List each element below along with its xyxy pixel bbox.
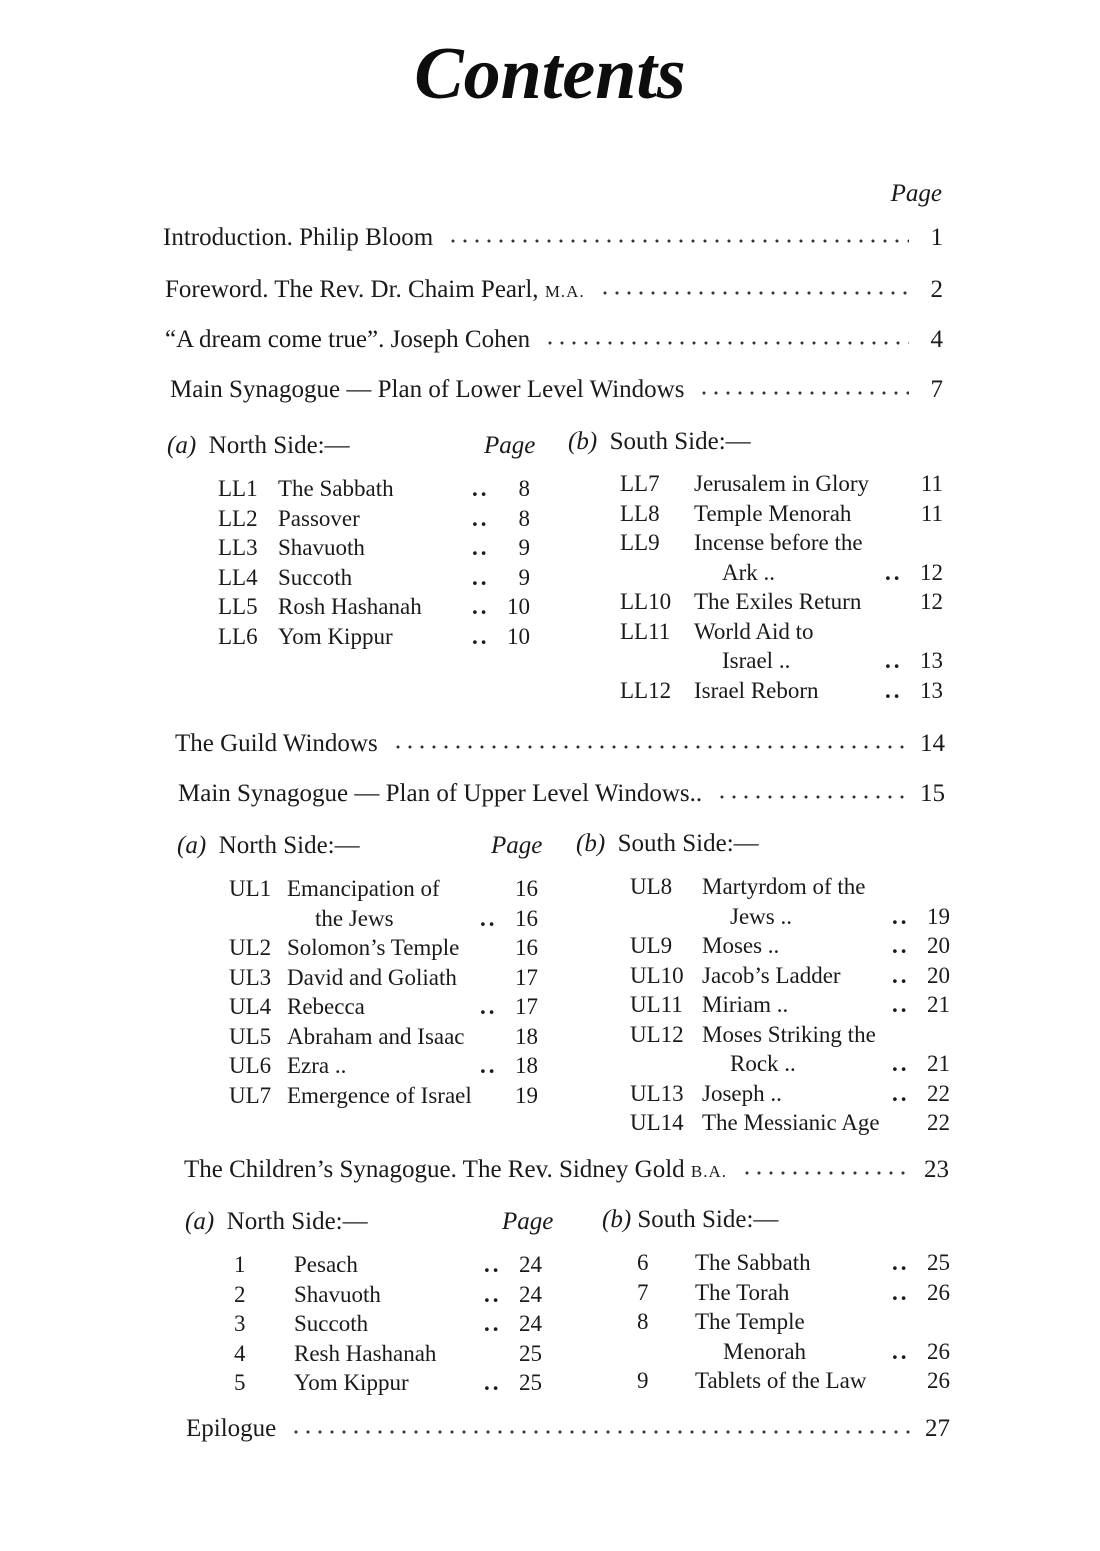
upper-south-list [630,872,950,1138]
window-code: UL6 [229,1053,272,1078]
list-item[interactable] [229,1081,538,1111]
entry-page-number [913,617,943,647]
window-title: Pesach [294,1252,358,1277]
list-item[interactable] [630,1049,950,1079]
list-item[interactable] [218,504,530,534]
entry-page-number: 26 [927,1279,950,1305]
dot-leader: .. [892,933,910,958]
window-title: The Torah [695,1279,790,1305]
dot-leader: .. [472,594,490,619]
list-item[interactable] [630,1079,950,1109]
window-title: Joseph .. [702,1080,782,1106]
entry-page-number: 16 [515,905,538,931]
toc-entry-childrens-synagogue[interactable] [184,1156,949,1190]
lower-south-list [620,469,943,705]
dot-leader: .. [484,1311,502,1336]
entry-page-number [920,1020,950,1050]
list-item[interactable] [630,990,950,1020]
window-code: UL11 [630,992,683,1017]
window-code: 9 [637,1368,649,1393]
list-item[interactable] [637,1337,950,1367]
window-code: LL8 [620,500,660,526]
window-code: UL5 [229,1023,272,1049]
entry-page-number: 1 [930,224,943,251]
dot-leader: .. [892,903,910,929]
dot-leader: .. [472,505,490,531]
entry-page-number: 19 [927,903,950,929]
list-item[interactable] [620,558,943,588]
dot-leader [885,528,913,558]
dot-leader: .. [484,1281,502,1307]
window-title: The Sabbath [278,476,394,501]
dot-leader: .. [892,1051,910,1076]
dot-leader: .. [480,905,498,931]
entry-page-number: 26 [927,1338,950,1364]
entry-label: Epilogue [186,1415,277,1442]
window-title: Solomon’s Temple [287,935,460,960]
list-item[interactable] [229,874,538,904]
entry-page-number: 24 [519,1281,542,1307]
dot-leader [892,872,920,902]
list-item[interactable] [229,963,538,993]
entry-page-number: 21 [927,992,950,1017]
entry-page-number: 23 [924,1156,949,1183]
toc-entry-lower-level-plan[interactable] [170,376,943,410]
entry-page-number: 12 [920,559,943,585]
list-item[interactable] [234,1339,542,1369]
window-code: LL7 [620,471,660,496]
list-item[interactable] [218,622,530,652]
upper-north-heading: (a) North Side:— [177,832,360,859]
dot-leader [892,1366,920,1396]
entry-page-number: 18 [515,1023,538,1049]
window-code: LL9 [620,530,660,555]
list-item[interactable] [637,1366,950,1396]
entry-page-number: 20 [927,962,950,988]
entry-page-number: 13 [920,677,943,703]
toc-entry-upper-level-plan[interactable] [178,780,945,814]
dot-leader: .. [472,476,490,501]
toc-entry-epilogue[interactable] [186,1415,950,1449]
window-code: UL12 [630,1021,684,1047]
entry-page-number: 10 [507,623,530,649]
dot-leader: .. [892,1080,910,1106]
window-code: LL1 [218,476,258,501]
dot-leader: .. [892,1338,910,1364]
list-item[interactable] [620,646,943,676]
toc-entry-guild-windows[interactable] [175,730,945,764]
dot-leader [544,340,909,346]
dot-leader [480,1081,508,1111]
window-code: LL4 [218,564,258,590]
entry-label: Foreword. The Rev. Dr. Chaim Pearl, M.A. [165,276,585,303]
window-title: Succoth [278,564,353,590]
dot-leader: .. [472,535,490,560]
entry-page-number: 10 [507,594,530,619]
dot-leader [392,744,906,750]
window-title: David and Goliath [287,964,457,990]
window-title: Ark .. [722,559,776,585]
list-item[interactable] [229,992,538,1022]
entry-page-number: 12 [920,589,943,614]
window-code: LL6 [218,623,258,649]
dot-leader [480,933,508,963]
window-code: UL14 [630,1110,684,1135]
entry-page-number: 13 [920,648,943,673]
window-title: Emancipation of [287,876,440,901]
entry-page-number: 14 [920,730,945,757]
dot-leader [885,499,913,529]
window-title: Moses .. [702,933,780,958]
dot-leader: .. [892,1279,910,1305]
entry-label: Introduction. Philip Bloom [163,224,434,251]
list-item[interactable] [620,676,943,706]
window-title: the Jews [315,905,394,931]
list-item[interactable] [229,904,538,934]
window-title: Martyrdom of the [702,874,866,899]
entry-page-number: 15 [920,780,945,807]
list-item[interactable] [637,1278,950,1308]
children-north-list [234,1250,542,1398]
page-title: Contents [414,33,686,115]
dot-leader [480,963,508,993]
children-south-heading: (b) South Side:— [602,1206,779,1233]
window-code: 8 [637,1309,649,1334]
entry-page-number [913,528,943,558]
window-title: Rock .. [730,1051,796,1076]
entry-page-number [920,872,950,902]
window-title: Yom Kippur [278,623,393,649]
dot-leader: .. [484,1370,502,1395]
window-title: Succoth [294,1311,369,1336]
dot-leader [892,1307,920,1337]
entry-page-number: 25 [927,1250,950,1275]
window-code: UL13 [630,1080,684,1106]
list-item[interactable] [218,592,530,622]
window-title: Temple Menorah [694,500,852,526]
upper-south-heading: (b) South Side:— [576,830,759,857]
window-code: LL11 [620,618,671,644]
list-item[interactable] [637,1248,950,1278]
window-title: Shavuoth [278,535,365,560]
entry-page-number: 25 [519,1340,542,1366]
window-title: Jews .. [730,903,792,929]
dot-leader: .. [480,994,498,1019]
window-title: The Messianic Age [702,1110,880,1135]
window-title: World Aid to [694,618,814,644]
window-code: UL9 [630,933,673,958]
entry-page-number: 22 [927,1080,950,1106]
window-code: LL2 [218,505,258,531]
window-code: UL2 [229,935,272,960]
window-code: UL7 [229,1082,272,1108]
window-title: Miriam .. [702,992,789,1017]
entry-label: “A dream come true”. Joseph Cohen [165,326,531,353]
lower-north-heading: (a) North Side:— [167,432,350,459]
entry-page-number: 26 [927,1368,950,1393]
list-item[interactable] [637,1307,950,1337]
window-title: Moses Striking the [702,1021,876,1047]
toc-entry-dream-come-true[interactable] [165,326,943,360]
window-title: The Temple [695,1309,805,1334]
list-item[interactable] [234,1309,542,1339]
list-item[interactable] [620,469,943,499]
window-title: Abraham and Isaac [287,1023,465,1049]
entry-page-number: 17 [515,994,538,1019]
entry-page-number: 27 [925,1415,950,1442]
window-title: Jerusalem in Glory [694,471,870,496]
list-item[interactable] [218,474,530,504]
window-title: Yom Kippur [294,1370,409,1395]
entry-page-number: 8 [518,476,530,501]
dot-leader [698,390,909,396]
window-code: LL3 [218,535,258,560]
list-item[interactable] [630,902,950,932]
window-title: Passover [278,505,360,531]
dot-leader [290,1429,911,1435]
window-title: Ezra .. [287,1053,347,1078]
list-item[interactable] [630,1108,950,1138]
entry-page-number: 7 [930,376,943,403]
children-south-list [637,1248,950,1396]
dot-leader: .. [885,677,903,703]
list-item[interactable] [229,933,538,963]
window-code: UL8 [630,874,673,899]
window-title: Jacob’s Ladder [702,962,841,988]
list-item[interactable] [630,931,950,961]
entry-label: Main Synagogue — Plan of Lower Level Windows [170,376,685,403]
dot-leader [447,238,909,244]
window-code: 4 [234,1340,246,1366]
children-north-page-heading: Page [502,1208,554,1235]
window-code: UL1 [229,876,272,901]
list-item[interactable] [630,872,950,902]
window-code: 5 [234,1370,246,1395]
window-code: 3 [234,1311,246,1336]
entry-page-number: 11 [920,471,943,496]
window-code: UL3 [229,964,272,990]
toc-entry-introduction[interactable] [163,224,943,258]
entry-page-number: 24 [519,1252,542,1277]
dot-leader: .. [472,623,490,649]
list-item[interactable] [620,528,943,558]
window-code: 7 [637,1279,649,1305]
window-code: 2 [234,1281,246,1307]
list-item[interactable] [620,587,943,617]
list-item[interactable] [620,617,943,647]
window-title: The Exiles Return [694,589,862,614]
window-title: Israel .. [722,648,791,673]
window-code: LL5 [218,594,258,619]
window-code: UL4 [229,994,272,1019]
lower-north-page-heading: Page [484,432,536,459]
entry-page-number: 11 [920,500,943,526]
window-title: Shavuoth [294,1281,381,1307]
window-code: UL10 [630,962,684,988]
dot-leader [716,794,906,800]
window-code: LL12 [620,677,672,703]
entry-page-number: 2 [930,276,943,303]
window-title: Rosh Hashanah [278,594,422,619]
entry-label: Main Synagogue — Plan of Upper Level Windows.. [178,780,703,807]
upper-north-list [229,874,538,1110]
window-code: 1 [234,1252,246,1277]
list-item[interactable] [229,1022,538,1052]
window-title: Menorah [723,1338,807,1364]
entry-page-number: 24 [519,1311,542,1336]
window-code: LL10 [620,589,672,614]
window-title: Resh Hashanah [294,1340,437,1366]
window-code: 6 [637,1250,649,1275]
toc-entry-foreword[interactable] [165,276,943,310]
list-item[interactable] [229,1051,538,1081]
dot-leader [741,1170,910,1176]
entry-page-number [920,1307,950,1337]
entry-page-number: 21 [927,1051,950,1076]
dot-leader: .. [472,564,490,590]
dot-leader: .. [892,992,910,1017]
dot-leader [484,1339,512,1369]
entry-page-number: 22 [927,1110,950,1135]
entry-page-number: 16 [515,935,538,960]
list-item[interactable] [620,499,943,529]
entry-page-number: 4 [930,326,943,353]
lower-north-list [218,474,530,651]
dot-leader [480,874,508,904]
dot-leader [599,290,909,296]
degree-suffix: B.A. [690,1162,728,1181]
degree-suffix: M.A. [544,282,585,301]
dot-leader [885,587,913,617]
window-title: Incense before the [694,530,863,555]
window-title: Emergence of Israel [287,1082,472,1108]
list-item[interactable] [218,533,530,563]
children-north-heading: (a) North Side:— [185,1208,368,1235]
entry-page-number: 18 [515,1053,538,1078]
list-item[interactable] [630,1020,950,1050]
window-title: The Sabbath [695,1250,811,1275]
upper-north-page-heading: Page [491,832,543,859]
dot-leader: .. [892,1250,910,1275]
entry-page-number: 9 [518,564,530,590]
dot-leader: .. [892,962,910,988]
list-item[interactable] [234,1368,542,1398]
window-title: Israel Reborn [694,677,819,703]
lower-south-heading: (b) South Side:— [568,428,751,455]
entry-page-number: 25 [519,1370,542,1395]
dot-leader [885,617,913,647]
page-column-heading: Page [890,180,942,207]
dot-leader [480,1022,508,1052]
entry-label: The Guild Windows [175,730,378,757]
entry-label: The Children’s Synagogue. The Rev. Sidney Gold B.A. [184,1156,728,1183]
dot-leader: .. [885,559,903,585]
list-item[interactable] [234,1280,542,1310]
list-item[interactable] [218,563,530,593]
window-title: Tablets of the Law [695,1368,867,1393]
entry-page-number: 9 [518,535,530,560]
window-title: Rebecca [287,994,365,1019]
dot-leader: .. [480,1053,498,1078]
entry-page-number: 16 [515,876,538,901]
dot-leader [885,469,913,499]
dot-leader: .. [484,1252,502,1277]
list-item[interactable] [630,961,950,991]
dot-leader [892,1108,920,1138]
entry-page-number: 17 [515,964,538,990]
entry-page-number: 20 [927,933,950,958]
dot-leader: .. [885,648,903,673]
entry-page-number: 8 [518,505,530,531]
entry-page-number: 19 [515,1082,538,1108]
list-item[interactable] [234,1250,542,1280]
dot-leader [892,1020,920,1050]
